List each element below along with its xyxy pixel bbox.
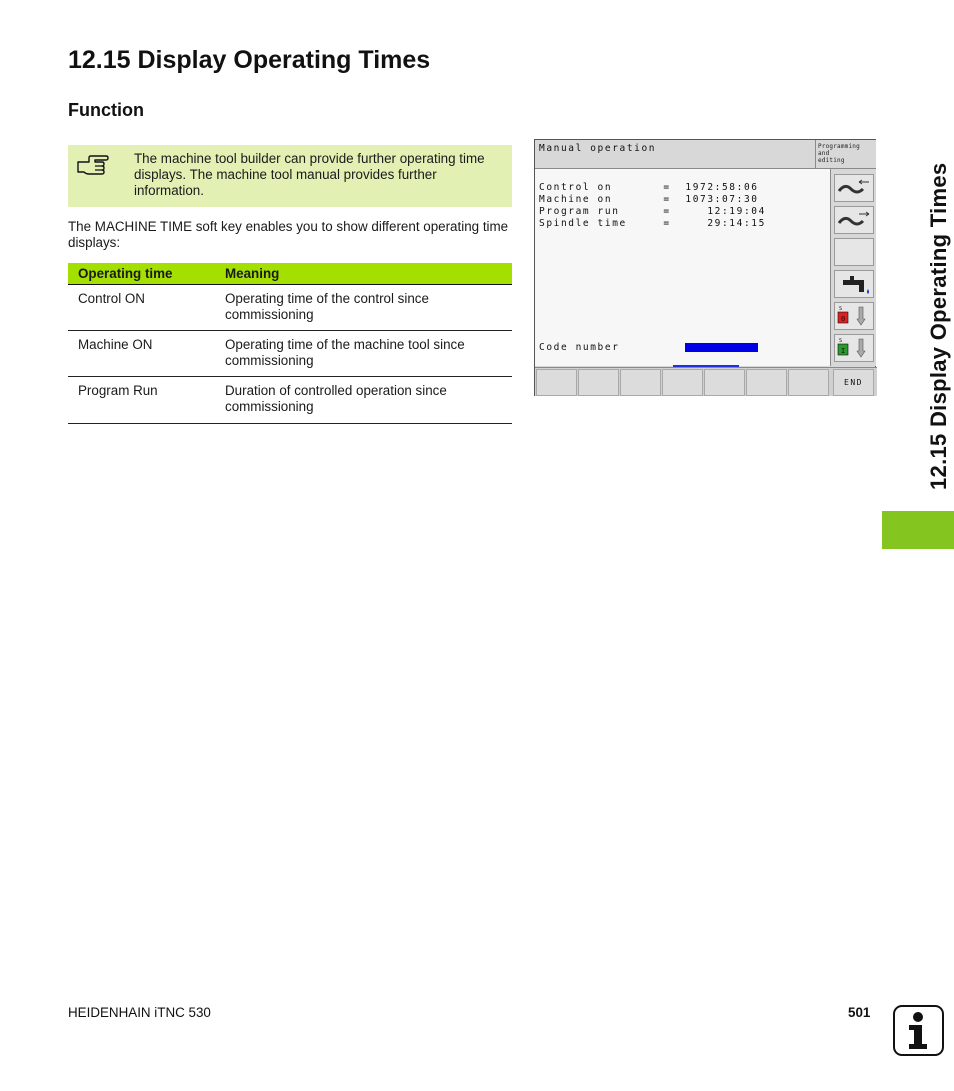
table-header-row <box>68 263 512 284</box>
column-header-meaning: Meaning <box>215 263 512 284</box>
intro-paragraph: The MACHINE TIME soft key enables you to show different operating time displays: <box>68 219 509 250</box>
footer-product: HEIDENHAIN iTNC 530 <box>68 1005 211 1020</box>
softkey-1[interactable] <box>536 369 577 396</box>
note-text: The machine tool builder can provide further operating time displays. The machine tool manual provides further information. <box>134 151 485 198</box>
chapter-tab <box>882 511 954 549</box>
side-softkey-1[interactable] <box>834 174 874 202</box>
page-title: 12.15 Display Operating Times <box>68 46 431 74</box>
softkey-3[interactable] <box>620 369 661 396</box>
cnc-line-program-run: Program run = 12:19:04 <box>539 206 766 217</box>
cnc-line-machine-on: Machine on = 1073:07:30 <box>539 194 759 205</box>
cnc-softkey-row <box>535 367 877 396</box>
cnc-code-label: Code number <box>539 342 620 353</box>
softkey-5[interactable] <box>704 369 745 396</box>
table-row <box>68 376 512 423</box>
spindle-stop-icon <box>835 303 873 329</box>
column-header-operating-time: Operating time <box>68 263 215 284</box>
svg-text:S: S <box>839 338 843 344</box>
softkey-end-button[interactable]: END <box>833 369 874 396</box>
side-softkey-4[interactable] <box>834 270 874 298</box>
side-softkey-3[interactable] <box>834 238 874 266</box>
footer-page-number: 501 <box>848 1005 871 1020</box>
table-cell: Operating time of the machine tool since commissioning <box>215 330 512 376</box>
operating-times-table <box>68 263 512 424</box>
pointing-hand-icon <box>76 153 110 179</box>
spindle-start-icon <box>835 335 873 361</box>
cnc-line-control-on: Control on = 1972:58:06 <box>539 182 759 193</box>
side-softkey-spindle-stop[interactable] <box>834 302 874 330</box>
side-chapter-title-text: 12.15 Display Operating Times <box>926 162 951 490</box>
svg-text:S: S <box>839 306 843 312</box>
info-icon <box>893 1005 944 1056</box>
cnc-screen <box>534 139 876 396</box>
softkey-4[interactable] <box>662 369 703 396</box>
side-softkey-spindle-start[interactable] <box>834 334 874 362</box>
softkey-6[interactable] <box>746 369 787 396</box>
side-chapter-title <box>926 52 954 512</box>
arrow-right-icon <box>835 207 873 233</box>
code-number-input[interactable] <box>685 343 758 352</box>
info-glyph <box>895 1007 942 1054</box>
table-row <box>68 330 512 376</box>
svg-text:0: 0 <box>841 315 846 323</box>
table-cell: Program Run <box>68 376 215 423</box>
table-row <box>68 284 512 330</box>
arrow-left-icon <box>835 175 873 201</box>
cnc-main-area <box>535 169 831 366</box>
cnc-mode-bar <box>535 140 815 169</box>
softkey-7[interactable] <box>788 369 829 396</box>
cnc-mode-label: Manual operation <box>539 143 657 154</box>
cnc-line-spindle-time: Spindle time = 29:14:15 <box>539 218 766 229</box>
side-softkey-2[interactable] <box>834 206 874 234</box>
svg-text:I: I <box>841 347 846 355</box>
coolant-tap-icon <box>835 271 873 297</box>
cnc-side-softkeys <box>831 169 876 366</box>
softkey-2[interactable] <box>578 369 619 396</box>
cnc-secondary-mode-label: Programming and editing <box>818 143 860 164</box>
table-cell: Operating time of the control since commissioning <box>215 284 512 330</box>
table-cell: Machine ON <box>68 330 215 376</box>
table-cell: Duration of controlled operation since commissioning <box>215 376 512 423</box>
table-cell: Control ON <box>68 284 215 330</box>
cnc-secondary-mode <box>815 140 876 169</box>
section-heading: Function <box>68 100 144 120</box>
note-box <box>68 145 512 207</box>
